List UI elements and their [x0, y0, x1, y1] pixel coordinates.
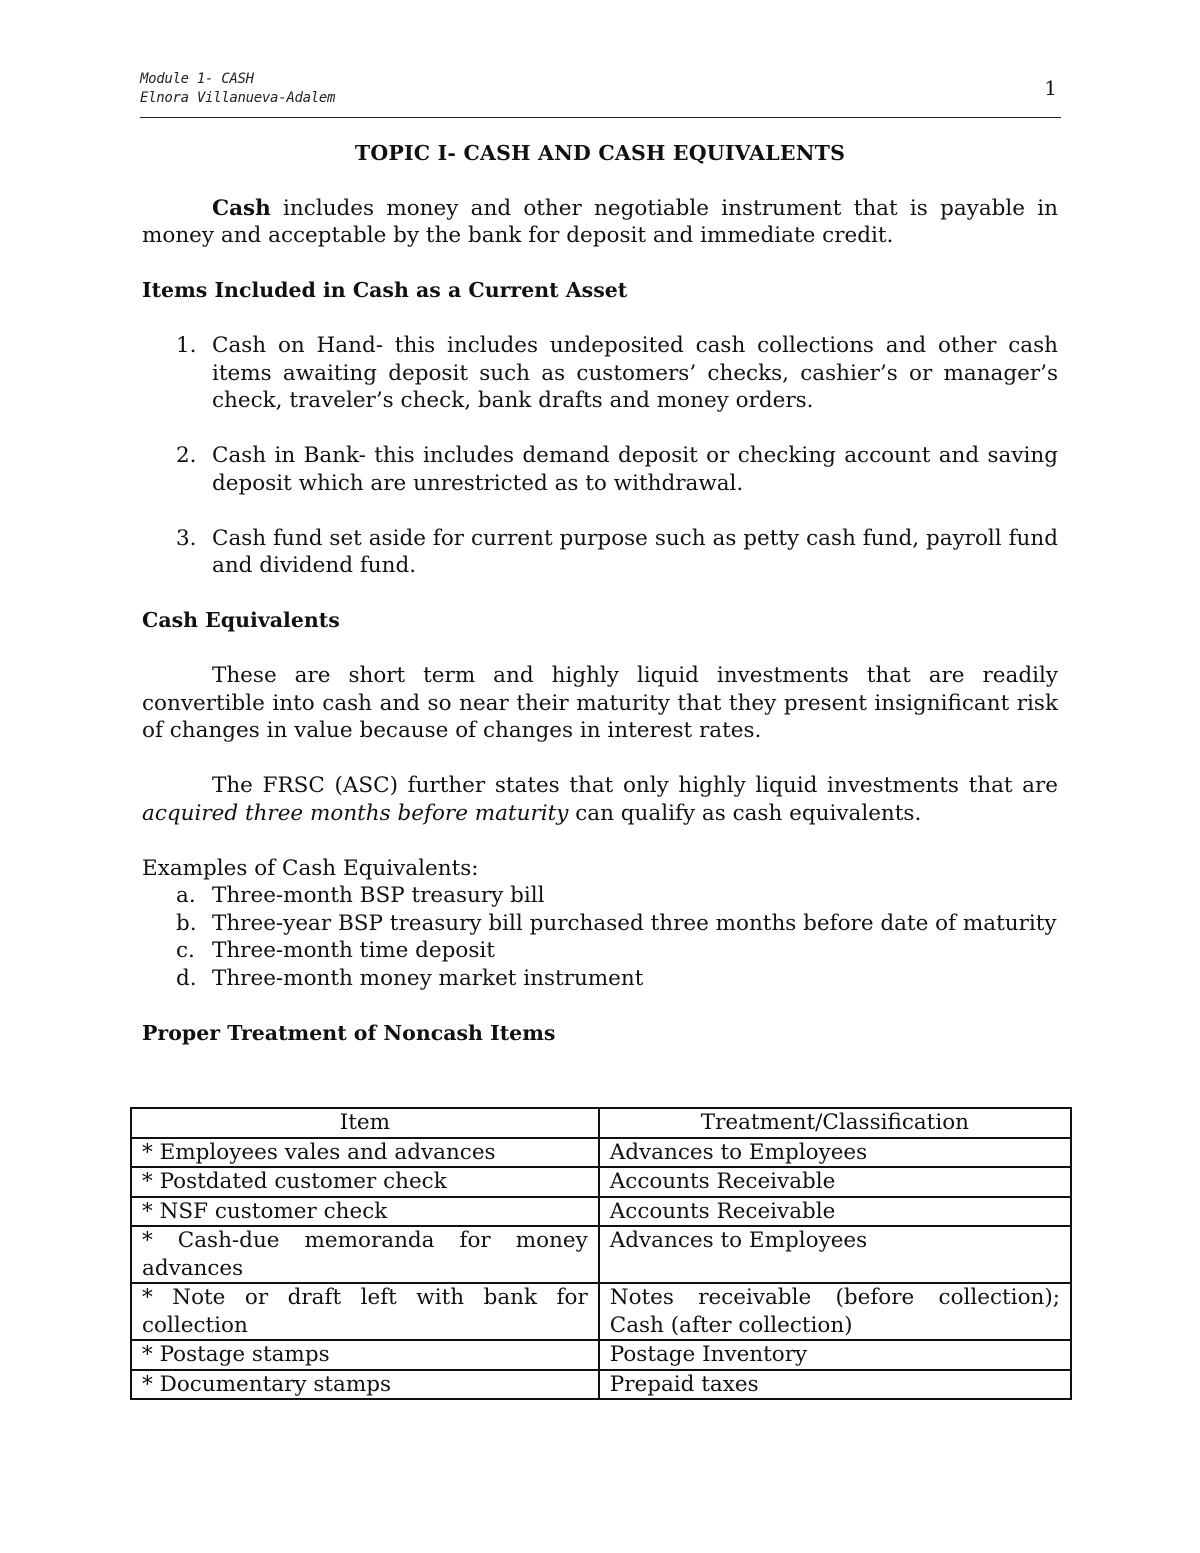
table-cell-treatment: Accounts Receivable [599, 1167, 1071, 1197]
table-cell-treatment: Notes receivable (before collection); Cash (after collection) [599, 1283, 1071, 1340]
table-row [131, 1283, 1071, 1340]
list-marker: b. [176, 910, 197, 936]
table-row [131, 1226, 1071, 1283]
list-item-text: Three-month BSP treasury bill [212, 883, 545, 908]
list-marker: c. [176, 938, 195, 963]
list-item [142, 937, 1058, 965]
frsc-text-before: The FRSC (ASC) further states that only highly liquid investments that are [212, 773, 1058, 798]
list-marker: 2. [176, 443, 197, 468]
table-cell-item: * Cash-due memoranda for money advances [131, 1226, 599, 1283]
examples-list [142, 882, 1058, 992]
items-list [142, 332, 1058, 580]
list-marker: d. [176, 965, 197, 991]
list-item-text: Cash in Bank- this includes demand deposit or checking account and saving deposit which are unrestricted as to withdrawal. [212, 443, 1058, 496]
equivalents-heading: Cash Equivalents [142, 608, 340, 632]
list-item [142, 442, 1058, 497]
table-row [131, 1340, 1071, 1370]
table-cell-item: * Note or draft left with bank for collection [131, 1283, 599, 1340]
list-item-text: Three-month money market instrument [212, 965, 644, 991]
cash-term: Cash [212, 195, 271, 221]
list-item [142, 965, 1058, 993]
table-row [131, 1197, 1071, 1227]
header-module: Module 1- CASH [140, 71, 254, 87]
column-header-treatment: Treatment/Classification [599, 1108, 1071, 1138]
frsc-emphasis: acquired three months before maturity [142, 800, 569, 826]
table-cell-treatment: Prepaid taxes [599, 1370, 1071, 1400]
header-author: Elnora Villanueva-Adalem [140, 90, 336, 106]
list-item [142, 525, 1058, 580]
list-item [142, 332, 1058, 415]
table-cell-item: * NSF customer check [131, 1197, 599, 1227]
table-row [131, 1167, 1071, 1197]
cash-definition-text: includes money and other negotiable instrument that is payable in money and acceptable by the bank for deposit and immediate credit. [142, 195, 1058, 248]
column-header-item: Item [131, 1108, 599, 1138]
table-cell-item: * Employees vales and advances [131, 1138, 599, 1168]
noncash-treatment-table [130, 1107, 1072, 1400]
list-item-text: Three-year BSP treasury bill purchased three months before date of maturity [212, 910, 1057, 936]
table-cell-treatment: Accounts Receivable [599, 1197, 1071, 1227]
frsc-text-after: can qualify as cash equivalents. [568, 800, 922, 826]
page-header [140, 70, 1061, 118]
table-cell-item: * Postdated customer check [131, 1167, 599, 1197]
table-cell-treatment: Postage Inventory [599, 1340, 1071, 1370]
list-item-text: Cash fund set aside for current purpose such as petty cash fund, payroll fund and dividend fund. [212, 525, 1058, 578]
page-number: 1 [1044, 76, 1057, 100]
list-item [142, 910, 1058, 938]
list-marker: 1. [176, 333, 197, 358]
list-item [142, 882, 1058, 910]
noncash-heading: Proper Treatment of Noncash Items [142, 1020, 556, 1045]
table-cell-treatment: Advances to Employees [599, 1138, 1071, 1168]
table-cell-treatment: Advances to Employees [599, 1226, 1071, 1283]
table-row [131, 1370, 1071, 1400]
equivalents-paragraph: These are short term and highly liquid investments that are readily convertible into cash and so near their maturity that they present insignificant risk of changes in value because of changes in interest rates. [142, 663, 1058, 743]
table-row [131, 1138, 1071, 1168]
list-item-text: Three-month time deposit [212, 938, 495, 963]
table-cell-item: * Postage stamps [131, 1340, 599, 1370]
document-body [142, 140, 1058, 1047]
list-marker: a. [176, 883, 196, 908]
items-heading: Items Included in Cash as a Current Asset [142, 278, 628, 302]
table-header-row [131, 1108, 1071, 1138]
list-marker: 3. [176, 525, 197, 551]
cash-definition [142, 195, 1058, 250]
frsc-paragraph [142, 772, 1058, 827]
examples-label: Examples of Cash Equivalents: [142, 855, 479, 881]
list-item-text: Cash on Hand- this includes undeposited cash collections and other cash items awaiting deposit such as customers’ checks, cashier’s or manager’s check, traveler’s check, bank drafts and money orders. [212, 333, 1058, 413]
topic-title: TOPIC I- CASH AND CASH EQUIVALENTS [354, 141, 846, 165]
table-cell-item: * Documentary stamps [131, 1370, 599, 1400]
